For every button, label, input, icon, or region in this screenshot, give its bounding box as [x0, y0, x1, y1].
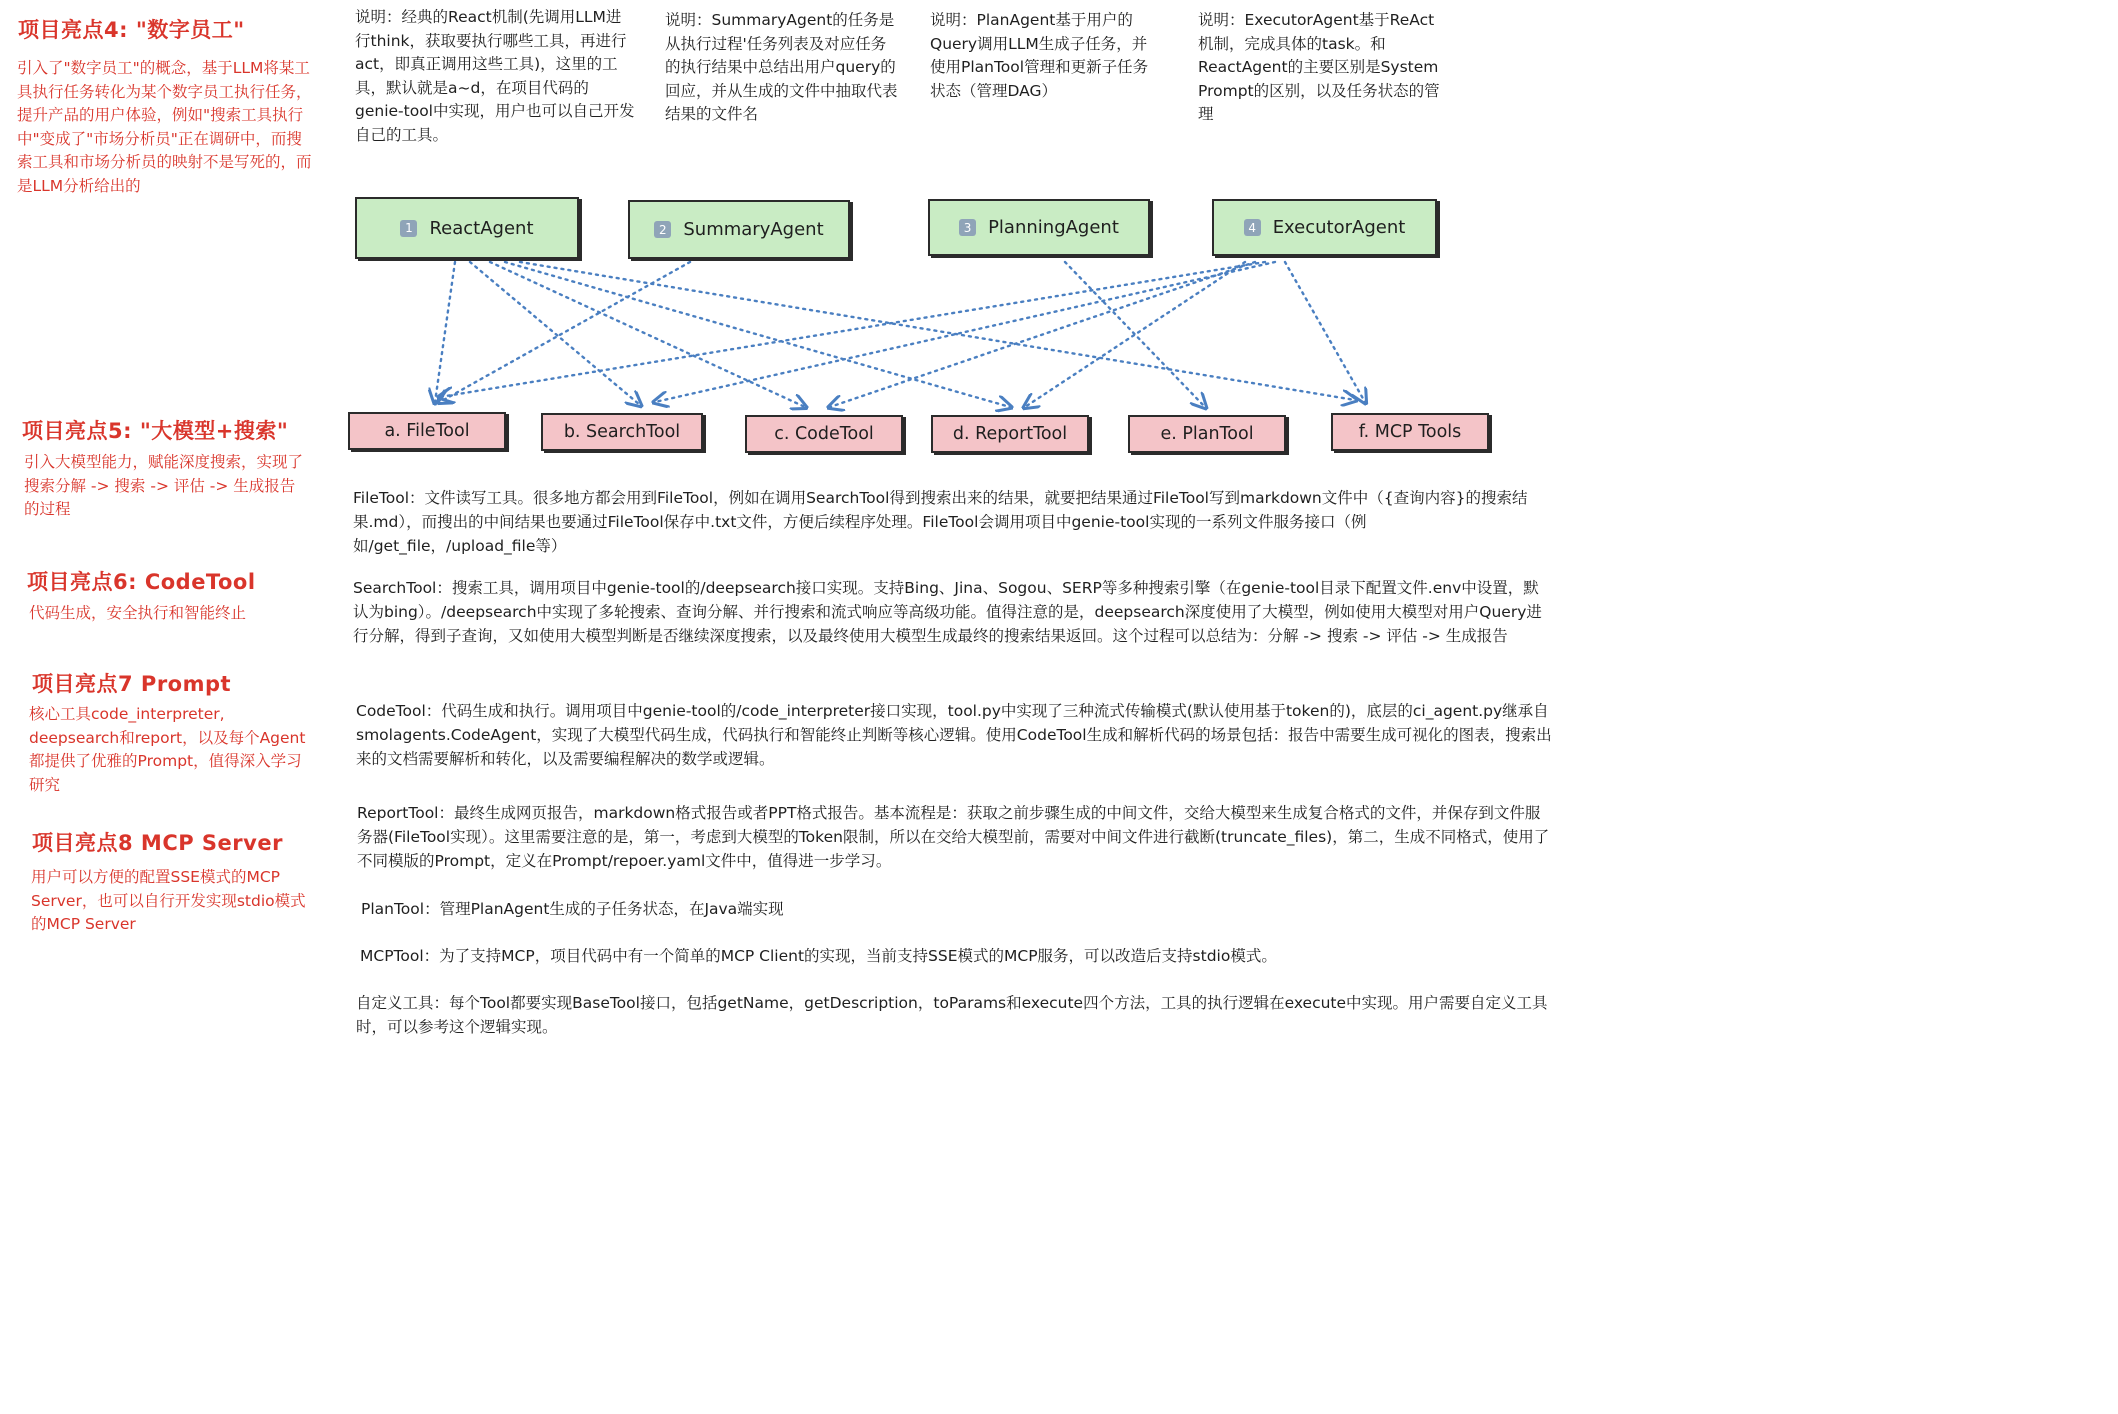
react-agent-note: 说明：经典的React机制(先调用LLM进行think，获取要执行哪些工具，再进行act，即真正调用这些工具)，这里的工具，默认就是a~d，在项目代码的genie-tool中实现，用户也可以自己开发自己的工具。	[355, 8, 635, 144]
edge-executor-to-codetool	[830, 262, 1255, 407]
mcptool-description: MCPTool：为了支持MCP，项目代码中有一个简单的MCP Client的实现，当前支持SSE模式的MCP服务，可以改造后支持stdio模式。	[360, 947, 1277, 965]
filetool-description: FileTool：文件读写工具。很多地方都会用到FileTool，例如在调用SearchTool得到搜索出来的结果，就要把结果通过FileTool写到markdown文件中（{查询内容}的搜索结果.md），而搜出的中间结果也要通过FileTool保存中.txt文件，方便后续程序处理。FileTool会调用项目中genie-tool实现的一系列文件服务接口（例如/get_file，/upload_file等）	[353, 489, 1528, 555]
tool-code: c. CodeTool	[745, 415, 903, 453]
agent-label: ReactAgent	[429, 217, 534, 239]
planning-agent-note: 说明：PlanAgent基于用户的Query调用LLM生成子任务，并使用PlanTool管理和更新子任务状态（管理DAG）	[930, 11, 1149, 100]
tool-file: a. FileTool	[348, 412, 506, 450]
tool-search: b. SearchTool	[541, 413, 703, 451]
custom-tool-description: 自定义工具：每个Tool都要实现BaseTool接口，包括getName，getDescription，toParams和execute四个方法，工具的执行逻辑在execute中实现。用户需要自定义工具时，可以参考这个逻辑实现。	[356, 994, 1548, 1036]
tool-plan: e. PlanTool	[1128, 415, 1286, 453]
highlight-title: 项目亮点6: CodeTool	[27, 570, 256, 594]
searchtool-description: SearchTool：搜索工具，调用项目中genie-tool的/deepsearch接口实现。支持Bing、Jina、Sogou、SERP等多种搜索引擎（在genie-tool目录下配置文件.env中设置，默认为bing）。/deepsearch中实现了多轮搜索、查询分解、并行搜索和流式响应等高级功能。值得注意的是，deepsearch深度使用了大模型，例如使用大模型对用户Query进行分解，得到子查询，又如使用大模型判断是否继续深度搜索，以及最终使用大模型生成最终的搜索结果返回。这个过程可以总结为：分解 -> 搜索 -> 评估 -> 生成报告	[353, 579, 1542, 645]
number-badge: 2	[654, 221, 671, 238]
agent-planning	[928, 199, 1150, 256]
highlight-text: 引入了"数字员工"的概念，基于LLM将某工具执行任务转化为某个数字员工执行任务，提升产品的用户体验，例如"搜索工具执行中"变成了"市场分析员"正在调研中，而搜索工具和市场分析员的映射不是写死的，而是LLM分析给出的	[17, 59, 312, 195]
highlight-title: 项目亮点4: "数字员工"	[18, 18, 245, 42]
reporttool-description: ReportTool：最终生成网页报告，markdown格式报告或者PPT格式报告。基本流程是：获取之前步骤生成的中间文件，交给大模型来生成复合格式的文件，并保存到文件服务器(FileTool实现）。这里需要注意的是，第一，考虑到大模型的Token限制，所以在交给大模型前，需要对中间文件进行截断(truncate_files)，第二，生成不同格式，使用了不同模版的Prompt，定义在Prompt/repoer.yaml文件中，值得进一步学习。	[357, 804, 1550, 870]
edge-react-to-mcptools	[520, 262, 1355, 400]
plantool-description: PlanTool：管理PlanAgent生成的子任务状态，在Java端实现	[361, 900, 784, 918]
executor-agent-note: 说明：ExecutorAgent基于ReAct机制，完成具体的task。和ReactAgent的主要区别是System Prompt的区别，以及任务状态的管理	[1198, 11, 1440, 123]
tool-mcp: f. MCP Tools	[1331, 413, 1489, 451]
agent-label: SummaryAgent	[683, 219, 824, 240]
highlight-text: 核心工具code_interpreter, deepsearch和report，以及每个Agent都提供了优雅的Prompt，值得深入学习研究	[29, 705, 306, 794]
edge-react-to-filetool	[435, 262, 455, 402]
summary-agent-note: 说明：SummaryAgent的任务是从执行过程'任务列表及对应任务的执行结果中总结出用户query的回应，并从生成的文件中抽取代表结果的文件名	[665, 11, 898, 123]
edge-planning-to-plantool	[1065, 262, 1205, 407]
highlight-title: 项目亮点8 MCP Server	[32, 831, 283, 855]
highlight-text: 用户可以方便的配置SSE模式的MCP Server，也可以自行开发实现stdio模式的MCP Server	[31, 868, 306, 933]
agent-react	[355, 197, 579, 259]
agent-executor	[1212, 199, 1437, 256]
codetool-description: CodeTool：代码生成和执行。调用项目中genie-tool的/code_interpreter接口实现，tool.py中实现了三种流式传输模式(默认使用基于token的)，底层的ci_agent.py继承自smolagents.CodeAgent，实现了大模型代码生成，代码执行和智能终止判断等核心逻辑。使用CodeTool生成和解析代码的场景包括：报告中需要生成可视化的图表，搜索出来的文档需要解析和转化，以及需要编程解决的数学或逻辑。	[356, 702, 1552, 768]
edge-executor-to-mcptools	[1285, 262, 1365, 402]
number-badge: 4	[1244, 219, 1261, 236]
number-badge: 3	[959, 219, 976, 236]
agent-label: ExecutorAgent	[1272, 217, 1406, 238]
edge-react-to-searchtool	[470, 262, 640, 405]
agent-label: PlanningAgent	[988, 217, 1119, 238]
number-badge: 1	[400, 220, 417, 237]
highlight-title: 项目亮点5: "大模型+搜索"	[22, 419, 289, 443]
edge-executor-to-filetool	[440, 262, 1265, 397]
tool-report: d. ReportTool	[931, 415, 1089, 453]
agent-summary	[628, 200, 850, 259]
edge-react-to-codetool	[490, 262, 805, 407]
highlight-title: 项目亮点7 Prompt	[32, 672, 232, 696]
highlight-text: 代码生成，安全执行和智能终止	[29, 604, 247, 622]
highlight-text: 引入大模型能力，赋能深度搜索，实现了搜索分解 -> 搜索 -> 评估 -> 生成报告的过程	[24, 453, 304, 518]
